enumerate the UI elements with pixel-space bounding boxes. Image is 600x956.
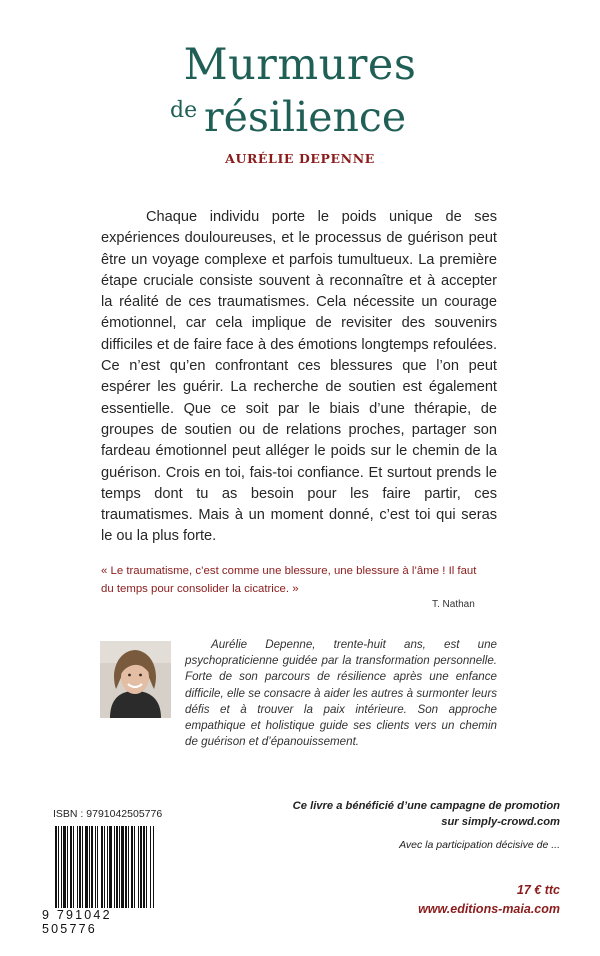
book-title-line2: résilience: [204, 93, 407, 141]
promo-line-1: Ce livre a bénéficié d’une campagne de promotion: [292, 800, 560, 812]
book-title-line1: Murmures: [183, 40, 417, 90]
summary-paragraph: Chaque individu porte le poids unique de ses expériences douloureuses, et le processus de guérison peut être un voyage complexe et parfois tumultueux. La première étape cruciale consiste souvent à reconnaître et à accepter la réalité de ces traumatismes. Cela nécessite un courage émotionnel, car cela implique de revisiter des souvenirs difficiles et de faire face à des émotions longtemps refoulées. Ce n’est qu’en confrontant ces blessures que l’on peut espérer les guérir. La recherche de soutien est également essentielle. Que ce soit par le biais d’une thérapie, de groupes de soutien ou de relations proches, partager son fardeau émotionnel peut alléger le poids sur le chemin de la guérison. Crois en toi, fais-toi confiance. Et surtout prends le temps dont tu as besoin pour les faire partir, ces traumatismes. Mais à un moment donné, c’est toi qui seras le ou la plus forte.: [101, 209, 497, 545]
author-portrait-icon: [100, 641, 171, 718]
book-title-de: de: [170, 98, 198, 123]
promo-text: [293, 799, 560, 830]
price: 17 € ttc: [516, 883, 560, 897]
quote-author: T. Nathan: [432, 599, 475, 610]
publisher-website: www.editions-maia.com: [418, 902, 560, 916]
isbn-label: ISBN : 9791042505776: [53, 808, 163, 820]
quote-text: « Le traumatisme, c’est comme une blessure, une blessure à l’âme ! Il faut du temps pour consolider la cicatrice. »: [101, 565, 477, 595]
author-bio: Aurélie Depenne, trente-huit ans, est une psychopraticienne guidée par la transformation personnelle. Forte de son parcours de résilience après une enfance difficile, elle se consacre à aider les autres à surmonter leurs défis et à trouver la paix intérieure. Son approche empathique et holistique guide ses clients vers un chemin de guérison et d’épanouissement.: [185, 638, 497, 749]
author-photo: [100, 641, 171, 718]
barcode-number: 9 791042 505776: [42, 908, 112, 936]
author-name: AURÉLIE DEPENNE: [225, 151, 375, 166]
promo-line-2: sur simply-crowd.com: [441, 815, 560, 828]
participation-text: Avec la participation décisive de ...: [399, 839, 560, 851]
barcode-icon: [55, 826, 168, 908]
